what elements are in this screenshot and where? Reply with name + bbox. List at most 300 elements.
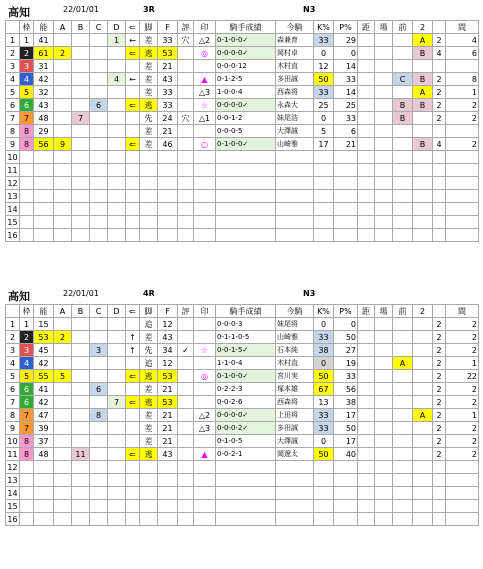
style-cell: 差 [140,60,158,73]
style-cell: 逃 [140,99,158,112]
empty-row [6,513,479,526]
column-header: K% [314,305,334,318]
waku-cell [20,500,34,513]
p-pct-cell [334,500,358,513]
distance-cell [358,357,375,370]
distance-cell [358,229,375,242]
eval-cell [178,448,194,461]
p-pct-cell [334,461,358,474]
ability-cell: 39 [34,422,54,435]
style-cell [140,500,158,513]
row-number: 15 [7,501,18,511]
column-header: ⇐ [126,305,140,318]
extra-cell: 2 [433,396,446,409]
style-cell: 逃 [140,448,158,461]
course-cell [375,73,393,86]
interval-cell [446,500,479,513]
jockey-cell: 石本純 [276,344,314,357]
second-cell [413,216,433,229]
header-row [6,305,479,318]
column-header: B [72,21,90,34]
empty-row [6,177,479,190]
jockey-record-cell: 0-0-0-0✓ [216,409,276,422]
p-pct-cell: 21 [334,138,358,151]
p-pct-cell [334,229,358,242]
course-cell [375,86,393,99]
k-pct-cell [314,164,334,177]
prev-cell [393,151,413,164]
extra-cell [433,190,446,203]
p-pct-cell: 19 [334,357,358,370]
table-row [6,99,479,112]
waku-cell [20,487,34,500]
col-a-cell [54,151,72,164]
row-number: 16 [7,230,18,240]
col-b-cell [72,357,90,370]
col-d-cell [108,138,126,151]
jockey-record-cell: 0-0-0-3 [216,318,276,331]
mark-cell [194,461,216,474]
distance-cell [358,86,375,99]
prev-cell [393,34,413,47]
eval-cell [178,370,194,383]
col-a-cell [54,448,72,461]
style-cell [140,151,158,164]
col-d-cell [108,331,126,344]
ability-cell [34,203,54,216]
col-c-cell [90,60,108,73]
extra-cell: 2 [433,357,446,370]
empty-row [6,487,479,500]
mark-cell [194,331,216,344]
arrow-cell [126,500,140,513]
jockey-cell [276,474,314,487]
course-cell [375,99,393,112]
col-c-cell [90,216,108,229]
p-pct-cell [334,474,358,487]
distance-cell [358,177,375,190]
column-header: F [158,305,178,318]
arrow-cell [126,203,140,216]
second-cell: B [413,47,433,60]
style-cell: 差 [140,125,158,138]
column-header: 今騎 [276,21,314,34]
row-number: 6 [6,99,20,112]
k-pct-cell: 50 [314,73,334,86]
col-a-cell [54,164,72,177]
f-cell: 53 [158,370,178,383]
distance-cell [358,125,375,138]
arrow-cell: ← [126,34,140,47]
race-header [5,3,478,20]
jockey-record-cell: 0-1-0-0✓ [216,138,276,151]
column-header: 脚 [140,305,158,318]
prev-cell [393,318,413,331]
arrow-cell: ↑ [126,331,140,344]
row-number: 12 [7,462,18,472]
prev-cell: A [393,357,413,370]
prev-cell [393,396,413,409]
arrow-cell [126,60,140,73]
jockey-record-cell: 0-1-0-0✓ [216,34,276,47]
column-header: ⇐ [126,21,140,34]
second-cell [413,422,433,435]
table-row [6,60,479,73]
column-header: 距 [358,21,375,34]
jockey-cell: 木村直 [276,357,314,370]
race-class-label: N3 [303,5,316,14]
col-a-cell [54,461,72,474]
waku-cell [20,216,34,229]
col-d-cell [108,60,126,73]
col-c-cell: 3 [90,344,108,357]
course-cell [375,216,393,229]
prev-cell [393,138,413,151]
mark-cell: ▲ [194,448,216,461]
jockey-record-cell: 0-1-0-5 [216,435,276,448]
eval-cell [178,318,194,331]
interval-cell: 22 [446,370,479,383]
column-header: 間 [446,21,479,34]
distance-cell [358,73,375,86]
row-number: 2 [6,47,20,60]
f-cell: 33 [158,86,178,99]
distance-cell [358,318,375,331]
venue-label: 高知 [8,290,30,303]
f-cell: 21 [158,60,178,73]
k-pct-cell [314,151,334,164]
second-cell [413,190,433,203]
waku-cell: 6 [20,99,34,112]
eval-cell [178,47,194,60]
prev-cell [393,513,413,526]
eval-cell [178,396,194,409]
col-a-cell [54,73,72,86]
col-b-cell [72,34,90,47]
col-d-cell [108,47,126,60]
eval-cell [178,125,194,138]
empty-row [6,461,479,474]
extra-cell: 2 [433,383,446,396]
arrow-cell [126,112,140,125]
col-a-cell [54,396,72,409]
col-d-cell [108,513,126,526]
extra-cell: 2 [433,422,446,435]
course-cell [375,461,393,474]
course-cell [375,422,393,435]
jockey-cell: 上田将 [276,409,314,422]
race-number-label: 4R [143,289,155,298]
table-row [6,422,479,435]
k-pct-cell [314,461,334,474]
course-cell [375,190,393,203]
col-b-cell [72,99,90,112]
ability-cell [34,164,54,177]
interval-cell: 2 [446,435,479,448]
second-cell [413,60,433,73]
jockey-record-cell [216,190,276,203]
table-row [6,73,479,86]
waku-cell: 3 [20,60,34,73]
col-c-cell: 8 [90,409,108,422]
f-cell: 21 [158,435,178,448]
jockey-record-cell: 0-0-2-6 [216,396,276,409]
mark-cell: △3 [194,422,216,435]
col-d-cell [108,125,126,138]
col-d-cell [108,151,126,164]
column-header: P% [334,305,358,318]
waku-cell [20,151,34,164]
ability-cell: 48 [34,112,54,125]
style-cell: 追 [140,357,158,370]
f-cell: 12 [158,357,178,370]
k-pct-cell [314,513,334,526]
row-number: 9 [6,422,20,435]
col-b-cell [72,383,90,396]
style-cell [140,177,158,190]
table-row [6,344,479,357]
f-cell: 21 [158,409,178,422]
col-c-cell [90,164,108,177]
distance-cell [358,203,375,216]
col-c-cell [90,177,108,190]
ability-cell: 43 [34,99,54,112]
course-cell [375,164,393,177]
row-number: 6 [6,383,20,396]
arrow-cell [126,151,140,164]
table-row [6,125,479,138]
col-b-cell [72,461,90,474]
jockey-cell [276,177,314,190]
arrow-cell: ⇐ [126,448,140,461]
col-a-cell: 9 [54,138,72,151]
prev-cell [393,216,413,229]
second-cell: A [413,34,433,47]
interval-cell [446,474,479,487]
p-pct-cell: 25 [334,99,358,112]
eval-cell [178,60,194,73]
jockey-record-cell: 0-0-0-2✓ [216,422,276,435]
column-header: 能 [34,305,54,318]
arrow-cell [126,86,140,99]
f-cell: 43 [158,331,178,344]
col-d-cell [108,474,126,487]
k-pct-cell: 0 [314,112,334,125]
column-header: D [108,21,126,34]
eval-cell [178,229,194,242]
jockey-record-cell [216,487,276,500]
prev-cell: B [393,99,413,112]
col-c-cell [90,229,108,242]
course-cell [375,344,393,357]
prev-cell [393,487,413,500]
eval-cell [178,151,194,164]
col-d-cell: 1 [108,34,126,47]
row-number: 10 [7,152,18,162]
column-header: 脚 [140,21,158,34]
interval-cell: 8 [446,73,479,86]
ability-cell [34,190,54,203]
eval-cell [178,422,194,435]
p-pct-cell: 50 [334,422,358,435]
mark-cell [194,318,216,331]
table-row [6,34,479,47]
prev-cell [393,331,413,344]
arrow-cell: ↑ [126,344,140,357]
style-cell [140,513,158,526]
col-a-cell [54,99,72,112]
p-pct-cell [334,190,358,203]
course-cell [375,318,393,331]
col-a-cell: 2 [54,331,72,344]
jockey-cell: 岡村卓 [276,47,314,60]
col-d-cell [108,409,126,422]
style-cell: 差 [140,73,158,86]
col-a-cell [54,125,72,138]
col-d-cell [108,318,126,331]
col-c-cell [90,138,108,151]
f-cell [158,151,178,164]
col-a-cell [54,60,72,73]
eval-cell [178,383,194,396]
column-header: 距 [358,305,375,318]
k-pct-cell [314,229,334,242]
f-cell [158,461,178,474]
col-a-cell [54,86,72,99]
col-b-cell [72,125,90,138]
mark-cell: ○ [194,138,216,151]
eval-cell [178,203,194,216]
ability-cell [34,513,54,526]
distance-cell [358,112,375,125]
interval-cell [446,487,479,500]
col-c-cell [90,190,108,203]
jockey-cell: 岡遼太 [276,448,314,461]
prev-cell [393,86,413,99]
style-cell: 差 [140,383,158,396]
interval-cell: 6 [446,47,479,60]
mark-cell [194,435,216,448]
race-header [5,287,478,304]
second-cell [413,151,433,164]
eval-cell [178,435,194,448]
prev-cell [393,344,413,357]
row-number: 3 [6,344,20,357]
col-d-cell [108,229,126,242]
second-cell [413,500,433,513]
row-number: 7 [6,396,20,409]
table-row [6,435,479,448]
col-c-cell: 6 [90,99,108,112]
col-a-cell [54,190,72,203]
col-b-cell [72,396,90,409]
ability-cell [34,461,54,474]
col-d-cell [108,190,126,203]
column-header: 2 [413,305,433,318]
col-c-cell [90,318,108,331]
col-c-cell [90,86,108,99]
eval-cell [178,99,194,112]
f-cell [158,513,178,526]
col-a-cell [54,409,72,422]
k-pct-cell: 33 [314,422,334,435]
row-number: 14 [7,204,18,214]
second-cell: A [413,409,433,422]
table-row [6,370,479,383]
eval-cell [178,487,194,500]
jockey-record-cell: 0-0-1-5✓ [216,344,276,357]
extra-cell [433,177,446,190]
f-cell: 46 [158,138,178,151]
jockey-record-cell: 0-0-2-1 [216,448,276,461]
eval-cell [178,190,194,203]
col-b-cell [72,487,90,500]
style-cell [140,190,158,203]
col-a-cell [54,34,72,47]
style-cell [140,487,158,500]
extra-cell: 2 [433,318,446,331]
col-c-cell [90,112,108,125]
p-pct-cell [334,203,358,216]
style-cell: 差 [140,435,158,448]
column-header: P% [334,21,358,34]
waku-cell: 1 [20,318,34,331]
second-cell [413,461,433,474]
waku-cell: 6 [20,383,34,396]
distance-cell [358,47,375,60]
p-pct-cell: 56 [334,383,358,396]
interval-cell: 2 [446,112,479,125]
col-a-cell: 2 [54,47,72,60]
course-cell [375,513,393,526]
arrow-cell: ⇐ [126,47,140,60]
jockey-record-cell: 0-1-1-0-5 [216,331,276,344]
col-d-cell [108,99,126,112]
col-c-cell [90,203,108,216]
ability-cell [34,474,54,487]
extra-cell [433,164,446,177]
waku-cell [20,164,34,177]
col-b-cell [72,60,90,73]
second-cell [413,164,433,177]
ability-cell: 42 [34,73,54,86]
distance-cell [358,34,375,47]
column-header [433,21,446,34]
k-pct-cell: 33 [314,34,334,47]
jockey-cell [276,203,314,216]
ability-cell: 41 [34,383,54,396]
f-cell: 53 [158,396,178,409]
p-pct-cell: 29 [334,34,358,47]
p-pct-cell [334,216,358,229]
interval-cell [446,190,479,203]
prev-cell [393,461,413,474]
jockey-cell: 多田誠 [276,422,314,435]
second-cell [413,513,433,526]
table-row [6,448,479,461]
course-cell [375,203,393,216]
empty-row [6,500,479,513]
mark-cell [194,190,216,203]
jockey-cell [276,164,314,177]
course-cell [375,112,393,125]
arrow-cell [126,474,140,487]
col-a-cell [54,500,72,513]
eval-cell [178,216,194,229]
extra-cell: 2 [433,409,446,422]
k-pct-cell: 50 [314,370,334,383]
interval-cell [446,60,479,73]
